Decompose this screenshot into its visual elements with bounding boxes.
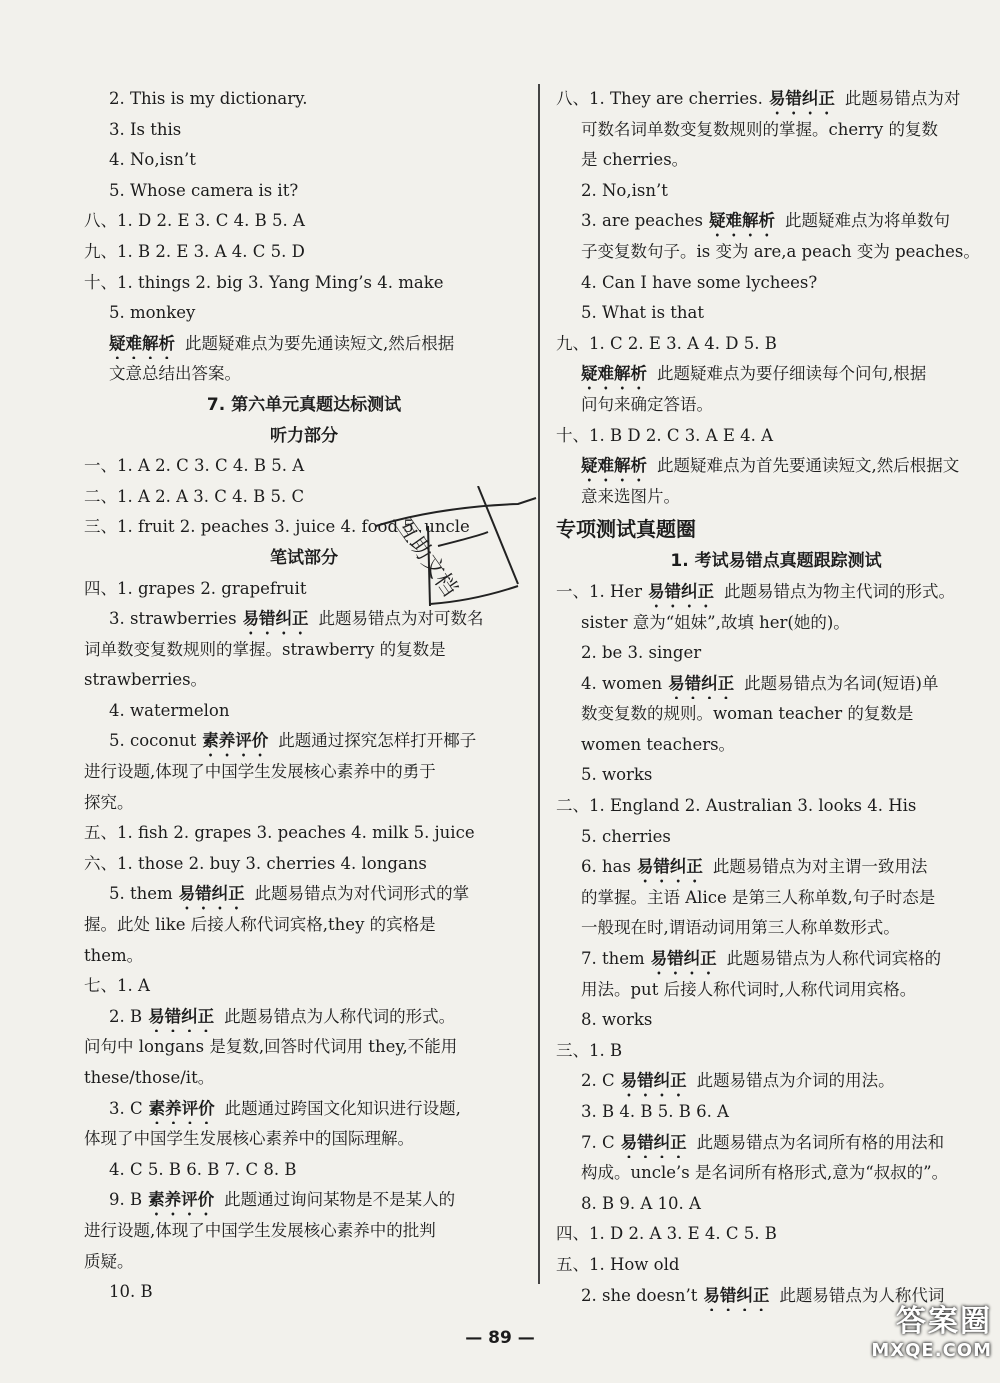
answer-line: 2. This is my dictionary. (109, 89, 308, 108)
error-correction-tag: 易错纠正 (620, 1132, 687, 1152)
section-title: 1. 考试易错点真题跟踪测试 (670, 551, 882, 572)
answer-line: 5. works (581, 765, 653, 785)
note-line: 构成。uncle’s 是名词所有格形式,意为“叔叔的”。 (581, 1163, 949, 1183)
note-line: 文意总结出答案。 (109, 364, 241, 384)
answer-line: 2. C 易错纠正 此题易错点为介词的用法。 (581, 1071, 895, 1091)
answer-line: 9. B 素养评价 此题通过询问某物是不是某人的 (109, 1190, 456, 1210)
site-watermark (782, 1296, 992, 1380)
answer-line: 7. them 易错纠正 此题易错点为人称代词宾格的 (581, 949, 942, 969)
difficulty-tag: 疑难解析 (581, 456, 647, 476)
note-line: 疑难解析 此题疑难点为要仔细读每个问句,根据 (581, 364, 927, 384)
answer-line: 4. watermelon (109, 700, 230, 720)
competency-tag: 素养评价 (202, 731, 269, 751)
answer-line: 二、1. England 2. Australian 3. looks 4. His (556, 796, 917, 816)
note-line: sister 意为“姐妹”,故填 her(她的)。 (581, 612, 850, 632)
subsection-title: 听力部分 (270, 425, 338, 446)
note-line: 进行设题,体现了中国学生发展核心素养中的批判 (84, 1220, 436, 1240)
answer-line: 八、1. D 2. E 3. C 4. B 5. A (84, 211, 305, 231)
answer-line: 3. are peaches 疑难解析 此题疑难点为将单数句 (581, 211, 950, 231)
special-section-title: 专项测试真题圈 (556, 517, 696, 542)
answer-line: 2. No,isn’t (581, 180, 668, 200)
answer-line: 九、1. B 2. E 3. A 4. C 5. D (84, 241, 305, 261)
answer-line: 一、1. Her 易错纠正 此题易错点为物主代词的形式。 (556, 581, 956, 601)
error-correction-tag: 易错纠正 (242, 609, 309, 629)
note-line: women teachers。 (581, 734, 736, 754)
note-line: 质疑。 (84, 1251, 134, 1271)
answer-line: 四、1. grapes 2. grapefruit (84, 578, 307, 598)
note-line: 问句来确定答语。 (581, 394, 713, 414)
note-line: 进行设题,体现了中国学生发展核心素养中的勇于 (84, 762, 436, 782)
competency-tag: 素养评价 (148, 1098, 215, 1118)
answer-line: 五、1. How old (556, 1254, 680, 1274)
note-line: 问句中 longans 是复数,回答时代词用 they,不能用 (84, 1037, 458, 1057)
error-correction-tag: 易错纠正 (148, 1006, 215, 1026)
note-line: 探究。 (84, 792, 134, 812)
answer-line: 4. C 5. B 6. B 7. C 8. B (109, 1159, 297, 1179)
answer-line: 5. monkey (109, 303, 196, 323)
error-correction-tag: 易错纠正 (620, 1071, 687, 1091)
note-line: 意来选图片。 (581, 486, 680, 506)
note-line: 握。此处 like 后接人称代词宾格,they 的宾格是 (84, 915, 436, 935)
difficulty-tag: 疑难解析 (109, 333, 175, 353)
answer-line: 10. B (109, 1282, 153, 1302)
stamp-text: 互助文档 (390, 514, 462, 602)
answer-line: 5. What is that (581, 303, 705, 323)
watermark-url: MXQE.COM (871, 1340, 992, 1361)
note-line: 用法。put 后接人称代词时,人称代词用宾格。 (581, 979, 917, 999)
competency-tag: 素养评价 (148, 1190, 215, 1210)
answer-line: 十、1. B D 2. C 3. A E 4. A (556, 425, 774, 445)
note-line: 词单数变复数规则的掌握。strawberry 的复数是 (84, 639, 446, 659)
answer-line: 2. be 3. singer (581, 643, 702, 663)
left-column (84, 84, 524, 1308)
answer-line: 八、1. They are cherries. 易错纠正 此题易错点为对 (556, 89, 961, 108)
difficulty-tag: 疑难解析 (709, 211, 775, 231)
error-correction-tag: 易错纠正 (668, 673, 735, 693)
note-line: 一般现在时,谓语动词用第三人称单数形式。 (581, 918, 900, 938)
answer-line: 8. B 9. A 10. A (581, 1193, 701, 1213)
answer-line: 三、1. B (556, 1040, 623, 1060)
note-line: these/those/it。 (84, 1068, 215, 1087)
answer-line: 7. C 易错纠正 此题易错点为名词所有格的用法和 (581, 1132, 945, 1152)
answer-line: 2. she doesn’t 易错纠正 此题易错点为人称代词 (581, 1285, 945, 1305)
error-correction-tag: 易错纠正 (768, 89, 835, 108)
note-line: 可数名词单数变复数规则的掌握。cherry 的复数 (581, 119, 938, 139)
note-line: 体现了中国学生发展核心素养中的国际理解。 (84, 1129, 414, 1149)
note-line: them。 (84, 945, 144, 965)
note-line: 数变复数的规则。woman teacher 的复数是 (581, 704, 914, 724)
answer-line: 3. B 4. B 5. B 6. A (581, 1102, 729, 1121)
answer-line: 2. B 易错纠正 此题易错点为人称代词的形式。 (109, 1006, 456, 1026)
error-correction-tag: 易错纠正 (178, 884, 245, 904)
note-line: 的掌握。主语 Alice 是第三人称单数,句子时态是 (581, 887, 936, 907)
error-correction-tag: 易错纠正 (636, 857, 703, 877)
column-divider (538, 84, 540, 1284)
answer-line: 3. C 素养评价 此题通过跨国文化知识进行设题, (109, 1098, 461, 1118)
difficulty-tag: 疑难解析 (581, 364, 647, 384)
answer-line: 九、1. C 2. E 3. A 4. D 5. B (556, 333, 777, 353)
answer-line: 二、1. A 2. A 3. C 4. B 5. C (84, 486, 305, 506)
handwritten-stamp-icon (368, 486, 538, 626)
subsection-title: 笔试部分 (270, 547, 338, 568)
answer-line: 七、1. A (84, 976, 150, 996)
error-correction-tag: 易错纠正 (703, 1285, 770, 1305)
answer-line: 三、1. fruit 2. peaches 3. juice 4. food 5. uncle (84, 517, 470, 537)
answer-line: 4. No,isn’t (109, 150, 196, 170)
answer-line: 8. works (581, 1010, 653, 1030)
watermark-logo-text: 答案圈 (896, 1304, 992, 1339)
note-line: 疑难解析 此题疑难点为首先要通读短文,然后根据文 (581, 456, 960, 476)
note-line: 子变复数句子。is 变为 are,a peach 变为 peaches。 (581, 241, 980, 261)
answer-line: 4. women 易错纠正 此题易错点为名词(短语)单 (581, 673, 939, 693)
error-correction-tag: 易错纠正 (650, 949, 717, 969)
answer-line: 十、1. things 2. big 3. Yang Ming’s 4. make (84, 272, 444, 292)
answer-line: 3. Is this (109, 119, 182, 139)
answer-line: 五、1. fish 2. grapes 3. peaches 4. milk 5. juice (84, 823, 475, 843)
note-line: strawberries。 (84, 670, 208, 690)
answer-line: 六、1. those 2. buy 3. cherries 4. longans (84, 853, 427, 873)
answer-line: 5. them 易错纠正 此题易错点为对代词形式的掌 (109, 884, 470, 904)
answer-line: 6. has 易错纠正 此题易错点为对主谓一致用法 (581, 857, 928, 877)
note-line: 疑难解析 此题疑难点为要先通读短文,然后根据 (109, 333, 455, 353)
answer-line: 5. cherries (581, 826, 671, 846)
answer-line: 四、1. D 2. A 3. E 4. C 5. B (556, 1224, 777, 1244)
right-column (556, 84, 996, 1311)
section-title: 7. 第六单元真题达标测试 (206, 394, 402, 415)
note-line: 是 cherries。 (581, 150, 689, 170)
answer-line: 一、1. A 2. C 3. C 4. B 5. A (84, 456, 305, 476)
answer-line: 5. coconut 素养评价 此题通过探究怎样打开椰子 (109, 731, 477, 751)
page-number: — 89 — (465, 1328, 535, 1348)
answer-line: 3. strawberries 易错纠正 此题易错点为对可数名 (109, 609, 484, 629)
error-correction-tag: 易错纠正 (648, 581, 715, 601)
answer-line: 4. Can I have some lychees? (581, 272, 818, 292)
answer-line: 5. Whose camera is it? (109, 180, 299, 200)
